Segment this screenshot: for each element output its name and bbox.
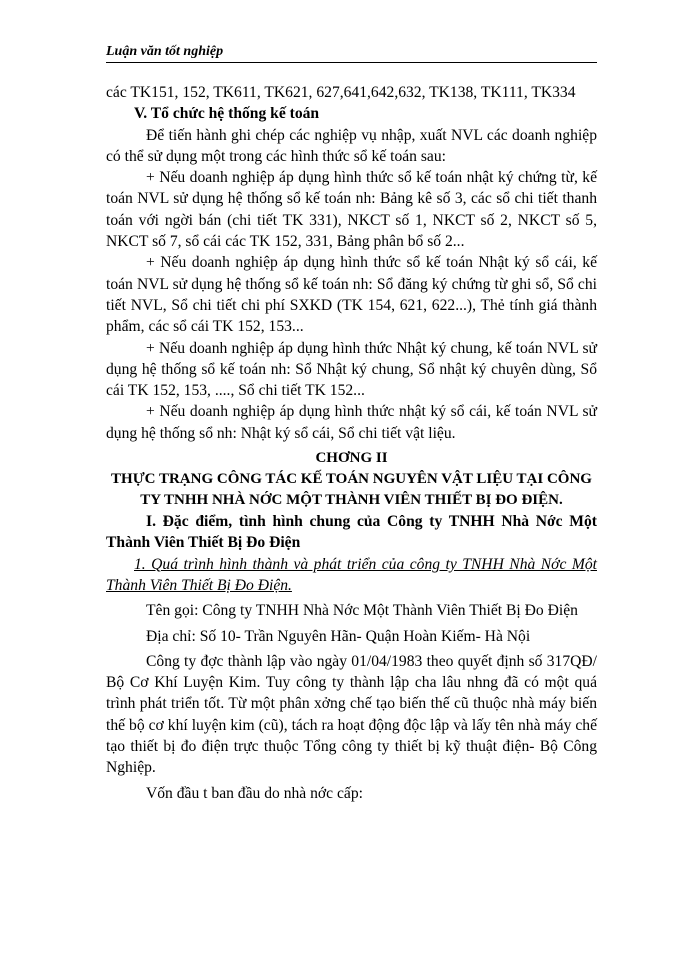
section-heading-i: I. Đặc điểm, tình hình chung của Công ty TNHH Nhà Nớc Một Thành Viên Thiết Bị Đo Điện xyxy=(106,513,597,552)
chapter-number: CHƠNG II xyxy=(315,450,388,467)
paragraph-nkct: + Nếu doanh nghiệp áp dụng hình thức sổ kế toán nhật ký chứng từ, kế toán NVL sử dụng hệ thống sổ kế toán nh: Bảng kê số 3, các sổ chi tiết thanh toán với ngời bán (chi tiết TK 331), NKCT số 1, NKCT số 2, NKCT số 5, NKCT số 7, sổ cái các TK 152, 331, Bảng phân bổ số 2... xyxy=(106,169,597,251)
paragraph-nkc: + Nếu doanh nghiệp áp dụng hình thức Nhật ký chung, kế toán NVL sử dụng hệ thống sổ kế toán nh: Sổ Nhật ký chung, Sổ nhật ký chuyên dùng, Sổ cái TK 152, 153, ...., Sổ chi tiết TK 152... xyxy=(106,339,597,400)
paragraph-company-name: Tên gọi: Công ty TNHH Nhà Nớc Một Thành Viên Thiết Bị Đo Điện xyxy=(146,602,578,620)
paragraph-intro: Để tiến hành ghi chép các nghiệp vụ nhập, xuất NVL các doanh nghiệp có thể sử dụng một trong các hình thức sổ kế toán sau: xyxy=(106,126,597,165)
section-heading-v: V. Tổ chức hệ thống kế toán xyxy=(134,105,320,123)
header-title: Luận văn tốt nghiệp xyxy=(106,44,224,59)
paragraph-nksc: + Nếu doanh nghiệp áp dụng hình thức sổ kế toán Nhật ký sổ cái, kế toán NVL sử dụng hệ thống sổ kế toán nh: Sổ đăng ký chứng từ ghi sổ, Sổ chi tiết NVL, Sổ chi tiết chi phí SXKD (TK 154, 621, 622...), Thẻ tính giá thành phẩm, các sổ cái TK 152, 153... xyxy=(106,254,597,336)
page-header xyxy=(106,42,597,63)
subsection-heading-1: 1. Quá trình hình thành và phát triển của công ty TNHH Nhà Nớc Một Thành Viên Thiết Bị Đo Điện. xyxy=(106,555,597,594)
paragraph-capital: Vốn đầu t ban đầu do nhà nớc cấp: xyxy=(146,784,363,802)
paragraph-nksc-2: + Nếu doanh nghiệp áp dụng hình thức nhật ký sổ cái, kế toán NVL sử dụng hệ thống sổ nh: Nhật ký sổ cái, Sổ chi tiết vật liệu. xyxy=(106,403,597,442)
chapter-title: THỰC TRẠNG CÔNG TÁC KẾ TOÁN NGUYÊN VẬT LIỆU TẠI CÔNG TY TNHH NHÀ NỚC MỘT THÀNH VIÊN THIẾT BỊ ĐO ĐIỆN. xyxy=(111,471,592,509)
paragraph-address: Địa chỉ: Số 10- Trần Nguyên Hãn- Quận Hoàn Kiếm- Hà Nội xyxy=(146,627,531,645)
paragraph-history: Công ty đợc thành lập vào ngày 01/04/1983 theo quyết định số 317QĐ/ Bộ Cơ Khí Luyện Kim. Tuy công ty thành lập cha lâu nhng đã có một quá trình phát triển tốt. Từ một phân xởng chế tạo biến thế cũ thuộc nhà máy biến thế bộ cơ khí luyện kim (cũ), tách ra hoạt động độc lập và lấy tên nhà máy chế tạo thiết bị đo điện trực thuộc Tổng công ty thiết bị kỹ thuật điện- Bộ Công Nghiệp. xyxy=(106,652,597,777)
paragraph-account-list: các TK151, 152, TK611, TK621, 627,641,642,632, TK138, TK111, TK334 xyxy=(106,84,576,101)
document-body xyxy=(106,82,597,804)
